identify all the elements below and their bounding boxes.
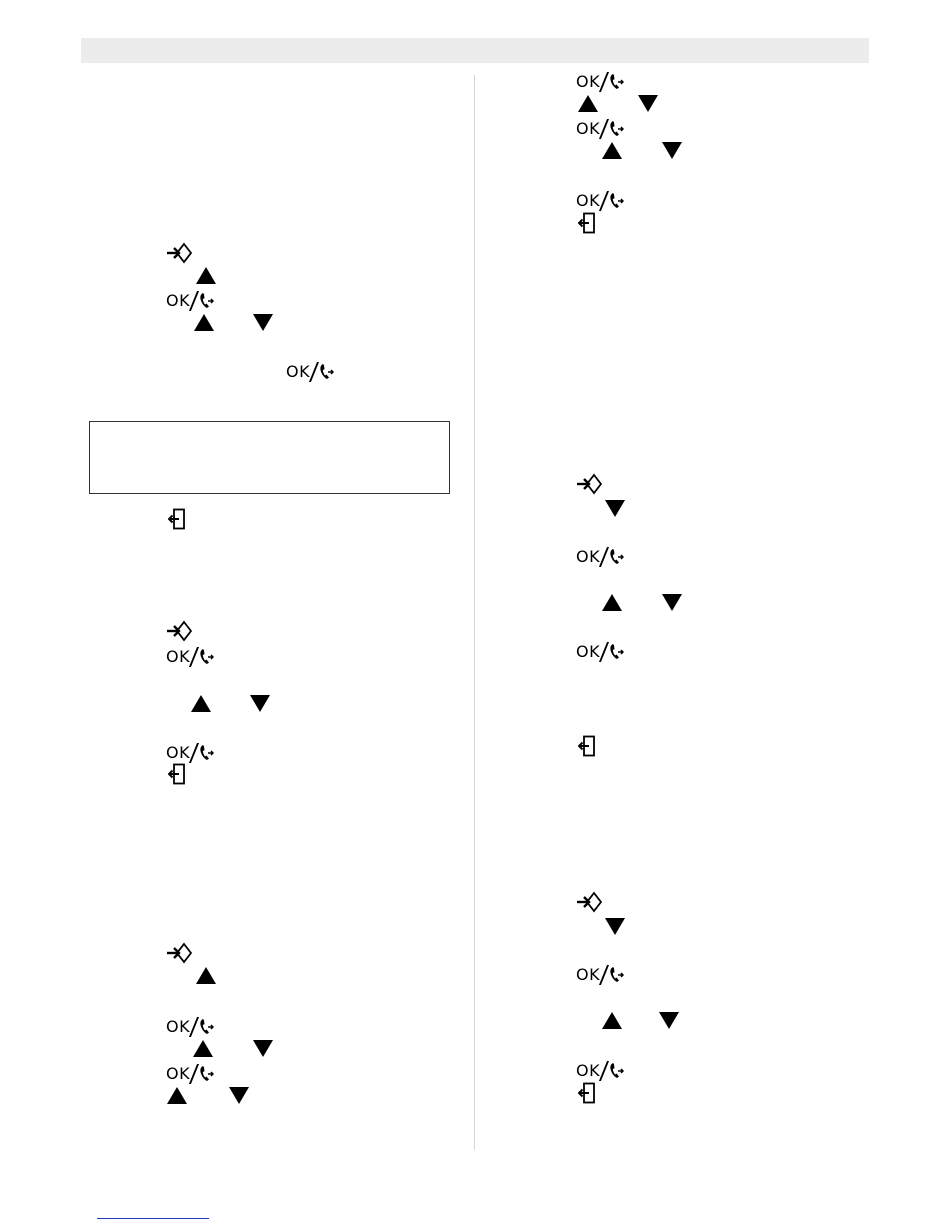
down-arrow-icon	[662, 142, 682, 159]
up-arrow-icon	[194, 314, 214, 331]
down-arrow-icon	[605, 918, 625, 935]
up-arrow-icon	[191, 695, 211, 712]
exit-icon	[578, 735, 596, 757]
up-arrow-icon	[167, 1087, 187, 1104]
ok-call-key-icon: OK	[166, 1063, 214, 1085]
up-arrow-icon	[196, 267, 216, 284]
column-divider	[474, 75, 475, 1150]
down-arrow-icon	[605, 500, 625, 517]
footer-link-underline	[97, 1218, 209, 1219]
down-arrow-icon	[229, 1087, 249, 1104]
ok-call-key-icon: OK	[576, 190, 624, 212]
down-arrow-icon	[659, 1012, 679, 1029]
up-arrow-icon	[193, 1040, 213, 1057]
up-arrow-icon	[196, 967, 216, 984]
down-arrow-icon	[253, 314, 273, 331]
menu-icon	[576, 473, 602, 495]
ok-call-key-icon: OK	[166, 1016, 214, 1038]
up-arrow-icon	[602, 594, 622, 611]
menu-icon	[166, 620, 192, 642]
exit-icon	[168, 508, 186, 530]
note-box	[89, 421, 450, 494]
ok-call-key-icon: OK	[576, 641, 624, 663]
menu-icon	[166, 942, 192, 964]
up-arrow-icon	[602, 142, 622, 159]
menu-icon	[166, 242, 192, 264]
exit-icon	[578, 212, 596, 234]
ok-call-key-icon: OK	[576, 546, 624, 568]
exit-icon	[168, 763, 186, 785]
exit-icon	[578, 1082, 596, 1104]
down-arrow-icon	[250, 695, 270, 712]
ok-call-key-icon: OK	[576, 118, 624, 140]
down-arrow-icon	[253, 1040, 273, 1057]
header-band	[81, 38, 869, 63]
ok-call-key-icon: OK	[576, 964, 624, 986]
down-arrow-icon	[638, 95, 658, 112]
down-arrow-icon	[662, 594, 682, 611]
ok-call-key-icon: OK	[166, 646, 214, 668]
up-arrow-icon	[578, 95, 598, 112]
ok-call-key-icon: OK	[576, 71, 624, 93]
ok-call-key-icon: OK	[576, 1060, 624, 1082]
ok-call-key-icon: OK	[166, 290, 214, 312]
up-arrow-icon	[602, 1012, 622, 1029]
menu-icon	[576, 891, 602, 913]
ok-call-key-icon: OK	[166, 742, 214, 764]
ok-call-key-icon: OK	[286, 361, 334, 383]
